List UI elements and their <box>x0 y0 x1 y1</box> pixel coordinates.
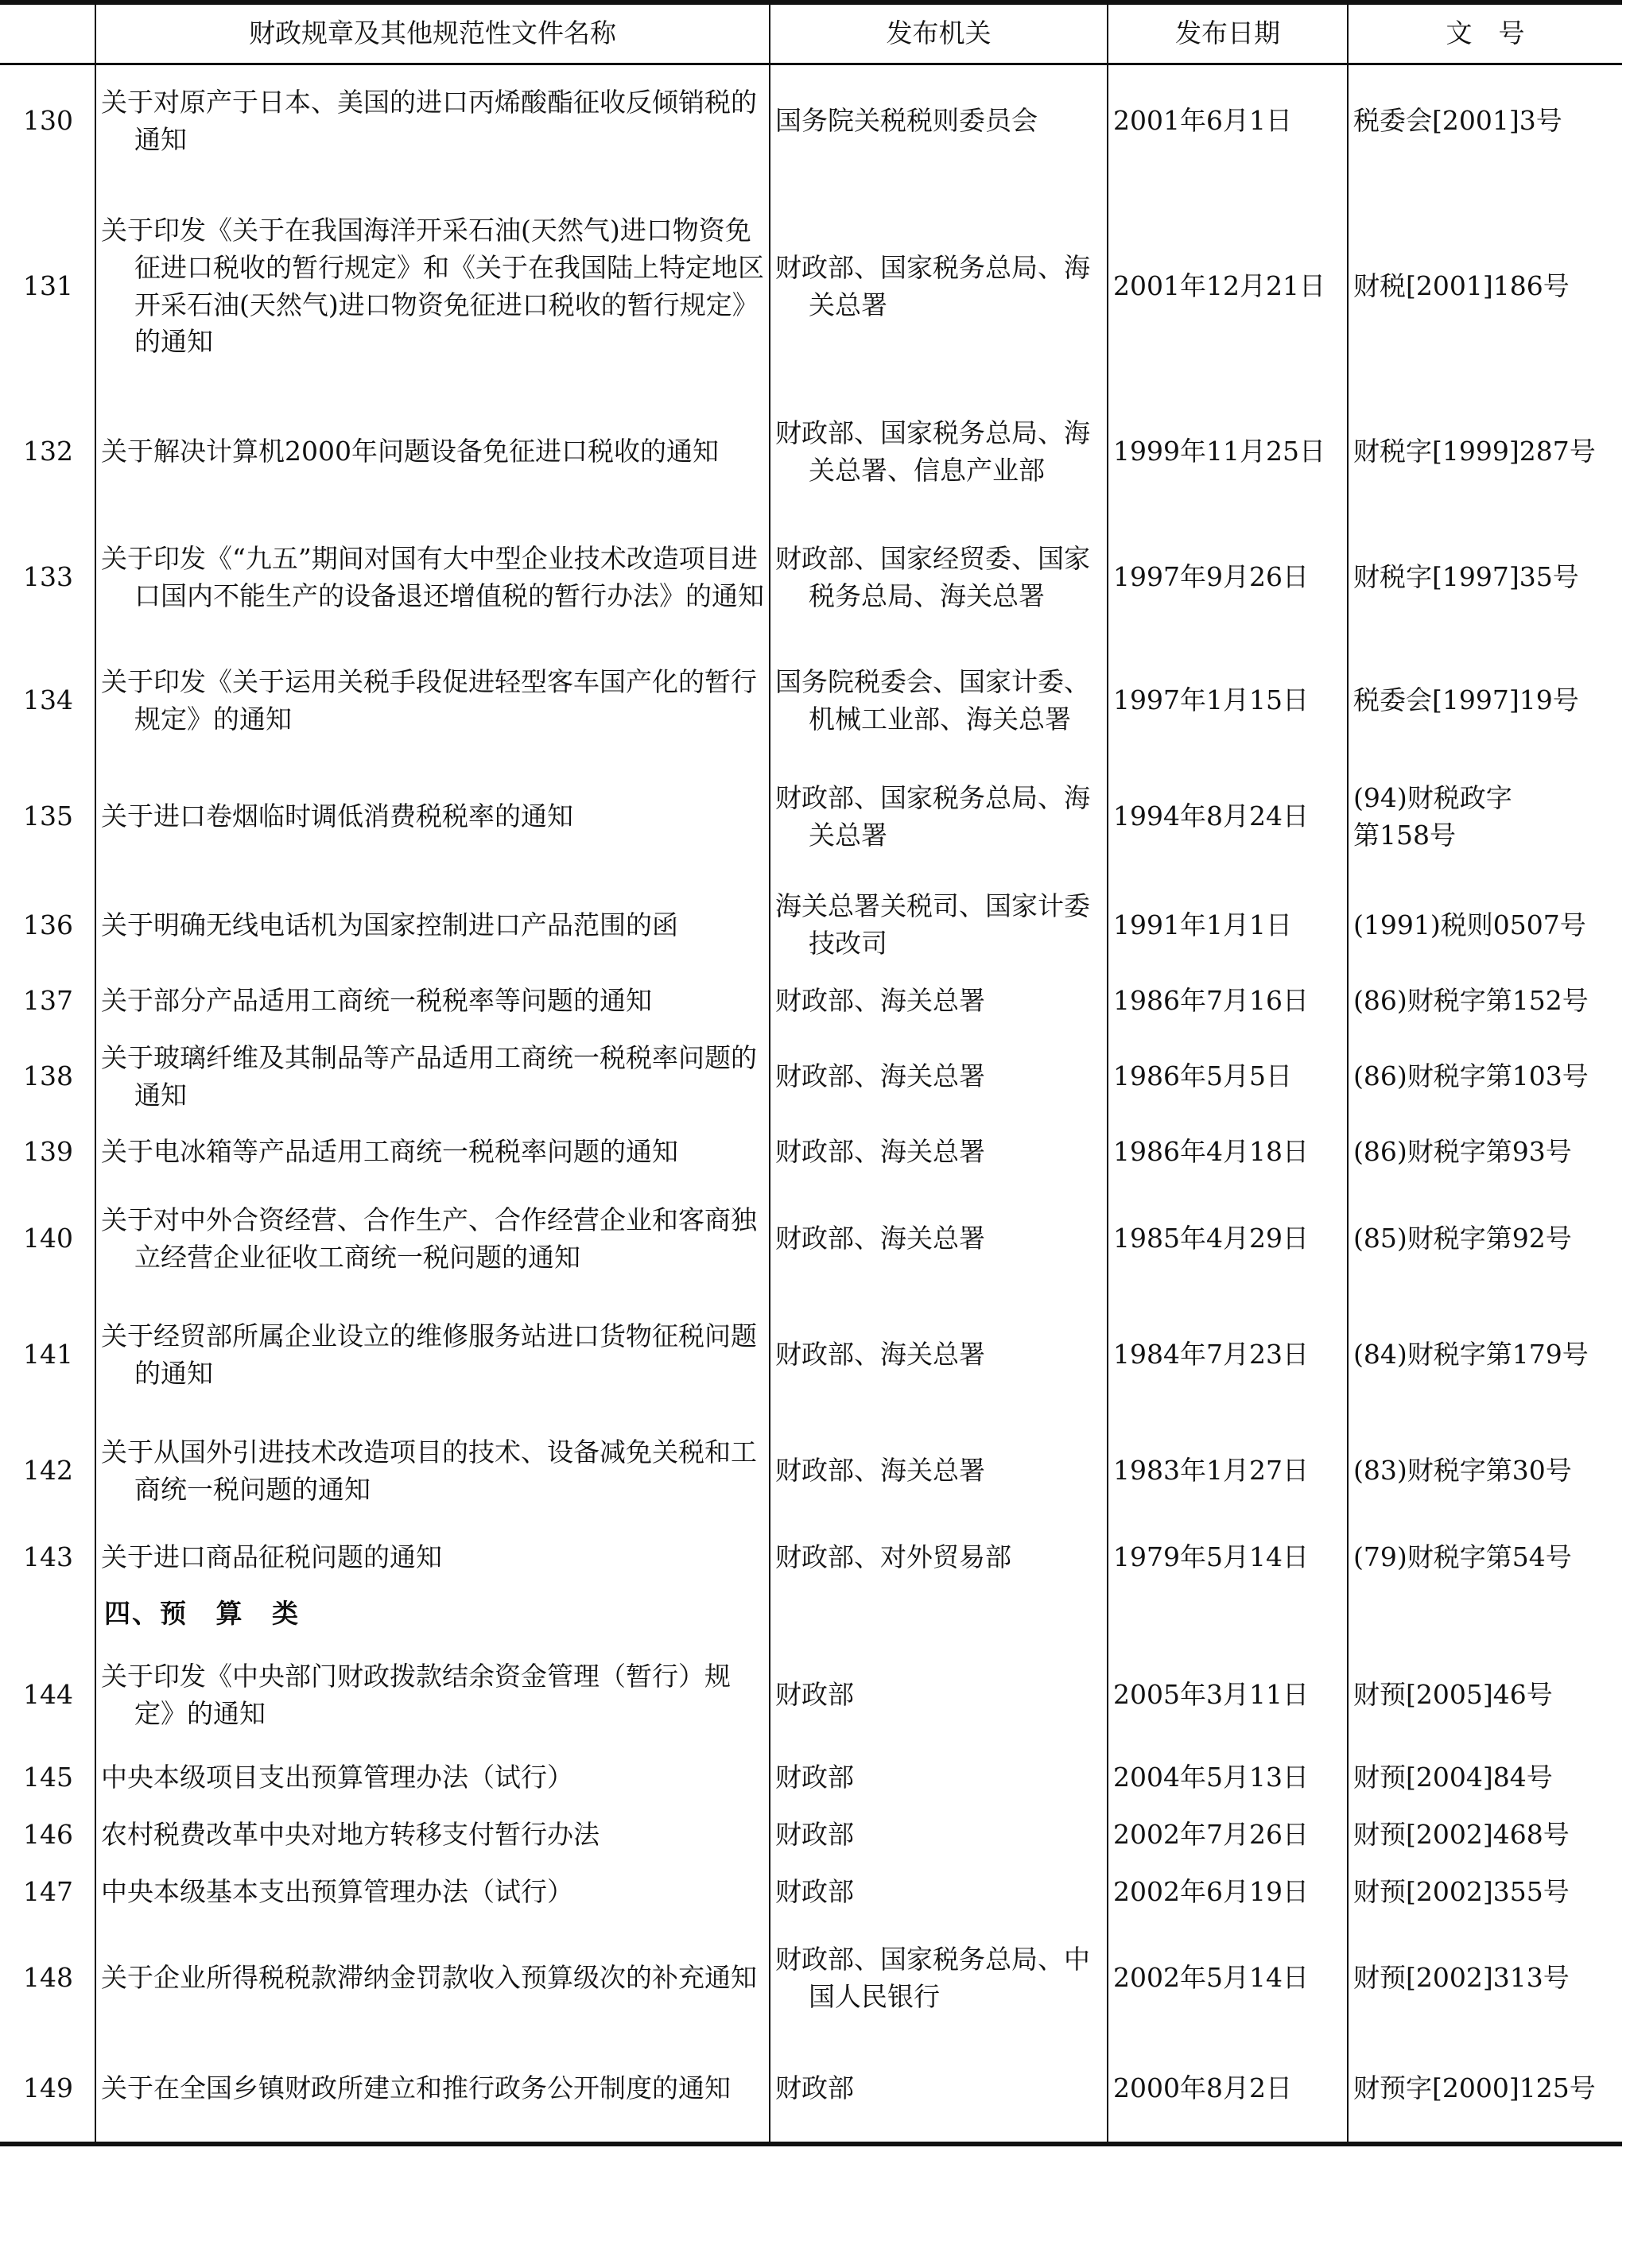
document-title-text: 关于印发《中央部门财政拨款结余资金管理（暂行）规定》的通知 <box>101 1660 731 1729</box>
document-number: (83)财税字第30号 <box>1348 1413 1622 1529</box>
document-title <box>95 1806 770 1863</box>
table-row <box>0 1030 1622 1123</box>
issuing-authority <box>770 1921 1108 2036</box>
document-number-text: (94)财税政字第158号 <box>1353 781 1512 851</box>
row-number: 145 <box>23 1761 73 1793</box>
header-title: 财政规章及其他规范性文件名称 <box>95 2 770 64</box>
row-number: 137 <box>23 985 73 1017</box>
document-title <box>95 1863 770 1921</box>
issuing-authority-text: 财政部、海关总署 <box>775 1455 985 1487</box>
issue-date: 2001年12月21日 <box>1108 178 1348 395</box>
document-title-text: 关于电冰箱等产品适用工商统一税税率问题的通知 <box>101 1136 678 1168</box>
issuing-authority <box>770 755 1108 878</box>
issuing-authority-text: 海关总署关税司、国家计委技改司 <box>775 890 1090 959</box>
document-number: 税委会[2001]3号 <box>1348 64 1622 178</box>
row-number: 139 <box>23 1136 73 1168</box>
issuing-authority-text: 国务院关税税则委员会 <box>775 105 1038 137</box>
table-row <box>0 1181 1622 1297</box>
document-number: (86)财税字第103号 <box>1348 1030 1622 1123</box>
document-number: 财税字[1999]287号 <box>1348 395 1622 509</box>
document-number: 财预[2002]355号 <box>1348 1863 1622 1921</box>
document-title <box>95 646 770 755</box>
document-title <box>95 972 770 1030</box>
table-row <box>0 1806 1622 1863</box>
document-title-text: 关于解决计算机2000年问题设备免征进口税收的通知 <box>101 436 719 467</box>
table-row <box>0 1921 1622 2036</box>
issuing-authority <box>770 1642 1108 1749</box>
document-title <box>95 1297 770 1413</box>
section-empty-code <box>1348 1586 1622 1642</box>
document-number: 税委会[1997]19号 <box>1348 646 1622 755</box>
row-number: 142 <box>23 1455 73 1487</box>
table-row <box>0 1413 1622 1529</box>
issuing-authority-text: 财政部 <box>775 1761 854 1793</box>
header-issuer: 发布机关 <box>770 2 1108 64</box>
row-number: 140 <box>23 1223 73 1254</box>
document-title <box>95 1642 770 1749</box>
issuing-authority <box>770 1806 1108 1863</box>
document-title-text: 关于进口卷烟临时调低消费税税率的通知 <box>101 801 573 832</box>
document-title-text: 关于对中外合资经营、合作生产、合作经营企业和客商独立经营企业征收工商统一税问题的通知 <box>101 1204 757 1273</box>
issuing-authority <box>770 646 1108 755</box>
issue-date: 2004年5月13日 <box>1108 1749 1348 1806</box>
document-title-text: 中央本级基本支出预算管理办法（试行） <box>101 1875 573 1907</box>
document-title-text: 关于印发《关于运用关税手段促进轻型客车国产化的暂行规定》的通知 <box>101 665 757 735</box>
issuing-authority-text: 财政部、国家税务总局、海关总署 <box>775 781 1090 851</box>
row-number: 135 <box>23 801 73 832</box>
issue-date: 1997年1月15日 <box>1108 646 1348 755</box>
document-title-text: 关于在全国乡镇财政所建立和推行政务公开制度的通知 <box>101 2072 731 2104</box>
issuing-authority-text: 财政部、海关总署 <box>775 985 985 1017</box>
document-title-text: 中央本级项目支出预算管理办法（试行） <box>101 1761 573 1793</box>
table-row <box>0 1297 1622 1413</box>
document-title-text: 关于对原产于日本、美国的进口丙烯酸酯征收反倾销税的通知 <box>101 86 757 155</box>
table-row <box>0 178 1622 395</box>
row-number: 132 <box>23 436 73 467</box>
issuing-authority <box>770 178 1108 395</box>
section-heading <box>95 1586 770 1642</box>
issuing-authority <box>770 972 1108 1030</box>
document-number: (86)财税字第93号 <box>1348 1123 1622 1181</box>
issuing-authority <box>770 64 1108 178</box>
issuing-authority-text: 财政部、海关总署 <box>775 1339 985 1370</box>
issue-date: 1986年4月18日 <box>1108 1123 1348 1181</box>
issue-date: 1984年7月23日 <box>1108 1297 1348 1413</box>
document-title <box>95 509 770 646</box>
section-empty-issuer <box>770 1586 1108 1642</box>
document-title <box>95 1529 770 1586</box>
issue-date: 1997年9月26日 <box>1108 509 1348 646</box>
issuing-authority-text: 财政部、海关总署 <box>775 1223 985 1254</box>
table-row <box>0 2036 1622 2144</box>
document-title <box>95 755 770 878</box>
issue-date: 1986年7月16日 <box>1108 972 1348 1030</box>
issuing-authority <box>770 1413 1108 1529</box>
table-row <box>0 1642 1622 1749</box>
table-row <box>0 1123 1622 1181</box>
issuing-authority-text: 财政部、海关总署 <box>775 1136 985 1168</box>
issuing-authority-text: 财政部 <box>775 1679 854 1711</box>
issuing-authority <box>770 1863 1108 1921</box>
issue-date: 1979年5月14日 <box>1108 1529 1348 1586</box>
table-row <box>0 64 1622 178</box>
issuing-authority-text: 财政部、国家税务总局、海关总署 <box>775 251 1090 320</box>
row-number: 149 <box>23 2072 73 2104</box>
issuing-authority-text: 财政部、海关总署 <box>775 1060 985 1092</box>
issue-date: 1983年1月27日 <box>1108 1413 1348 1529</box>
header-code: 文 号 <box>1348 2 1622 64</box>
document-title-text: 关于印发《“九五”期间对国有大中型企业技术改造项目进口国内不能生产的设备退还增值税的暂行办法》的通知 <box>101 542 764 611</box>
issue-date: 2000年8月2日 <box>1108 2036 1348 2144</box>
document-title <box>95 1921 770 2036</box>
document-number: (1991)税则0507号 <box>1348 878 1622 972</box>
issuing-authority-text: 财政部 <box>775 2072 854 2104</box>
table-header <box>0 2 1622 64</box>
table-row <box>0 395 1622 509</box>
document-number: (79)财税字第54号 <box>1348 1529 1622 1586</box>
issue-date: 2002年6月19日 <box>1108 1863 1348 1921</box>
issuing-authority <box>770 1030 1108 1123</box>
issuing-authority <box>770 2036 1108 2144</box>
document-title <box>95 178 770 395</box>
issuing-authority <box>770 878 1108 972</box>
document-title-text: 关于玻璃纤维及其制品等产品适用工商统一税税率问题的通知 <box>101 1041 757 1111</box>
row-number: 134 <box>23 684 73 716</box>
document-title <box>95 1749 770 1806</box>
issuing-authority-text: 财政部、国家税务总局、中国人民银行 <box>775 1943 1090 2012</box>
document-title <box>95 64 770 178</box>
table-row <box>0 1749 1622 1806</box>
document-title <box>95 1030 770 1123</box>
document-number <box>1348 755 1622 878</box>
document-number: 财税字[1997]35号 <box>1348 509 1622 646</box>
row-number: 138 <box>23 1060 73 1092</box>
row-number: 144 <box>23 1679 73 1711</box>
issue-date: 1994年8月24日 <box>1108 755 1348 878</box>
issue-date: 2002年7月26日 <box>1108 1806 1348 1863</box>
issuing-authority <box>770 1123 1108 1181</box>
issue-date: 2001年6月1日 <box>1108 64 1348 178</box>
issuing-authority <box>770 1749 1108 1806</box>
row-number: 146 <box>23 1818 73 1850</box>
issuing-authority-text: 财政部 <box>775 1875 854 1907</box>
issuing-authority-text: 财政部、国家经贸委、国家税务总局、海关总署 <box>775 542 1090 611</box>
document-title-text: 关于经贸部所属企业设立的维修服务站进口货物征税问题的通知 <box>101 1320 757 1389</box>
issue-date: 2002年5月14日 <box>1108 1921 1348 2036</box>
issuing-authority <box>770 1297 1108 1413</box>
row-number: 136 <box>23 909 73 940</box>
issuing-authority-text: 财政部、对外贸易部 <box>775 1541 1011 1572</box>
section-empty-date <box>1108 1586 1348 1642</box>
document-title-text: 关于从国外引进技术改造项目的技术、设备减免关税和工商统一税问题的通知 <box>101 1436 757 1505</box>
header-no <box>0 2 95 64</box>
section-row <box>0 1586 1622 1642</box>
document-number: 财预[2004]84号 <box>1348 1749 1622 1806</box>
issuing-authority <box>770 1181 1108 1297</box>
issue-date: 1991年1月1日 <box>1108 878 1348 972</box>
header-row <box>0 2 1622 64</box>
table-row <box>0 878 1622 972</box>
row-number: 131 <box>23 270 73 302</box>
document-title-text: 关于企业所得税税款滞纳金罚款收入预算级次的补充通知 <box>101 1962 757 1994</box>
document-title-text: 关于印发《关于在我国海洋开采石油(天然气)进口物资免征进口税收的暂行规定》和《关于在我国陆上特定地区开采石油(天然气)进口物资免征进口税收的暂行规定》的通知 <box>101 214 764 358</box>
issuing-authority <box>770 509 1108 646</box>
row-number: 130 <box>23 105 73 137</box>
row-number: 143 <box>23 1541 73 1572</box>
document-number: (84)财税字第179号 <box>1348 1297 1622 1413</box>
section-number-cell <box>0 1586 95 1642</box>
table-row <box>0 1863 1622 1921</box>
document-number: 财预[2002]468号 <box>1348 1806 1622 1863</box>
table-row <box>0 509 1622 646</box>
issuing-authority-text: 财政部、国家税务总局、海关总署、信息产业部 <box>775 417 1090 486</box>
document-title-text: 关于部分产品适用工商统一税税率等问题的通知 <box>101 985 652 1017</box>
document-number: (86)财税字第152号 <box>1348 972 1622 1030</box>
document-title-text: 关于明确无线电话机为国家控制进口产品范围的函 <box>101 909 678 940</box>
issue-date: 2005年3月11日 <box>1108 1642 1348 1749</box>
document-title <box>95 1181 770 1297</box>
table-body <box>0 64 1622 2144</box>
issuing-authority <box>770 1529 1108 1586</box>
document-title <box>95 395 770 509</box>
document-title <box>95 2036 770 2144</box>
section-heading-text: 四、预 算 类 <box>104 1597 300 1629</box>
document-number: 财税[2001]186号 <box>1348 178 1622 395</box>
table-row <box>0 972 1622 1030</box>
issue-date: 1986年5月5日 <box>1108 1030 1348 1123</box>
header-date: 发布日期 <box>1108 2 1348 64</box>
issuing-authority-text: 国务院税委会、国家计委、机械工业部、海关总署 <box>775 665 1090 735</box>
row-number: 141 <box>23 1339 73 1370</box>
issue-date: 1985年4月29日 <box>1108 1181 1348 1297</box>
row-number: 133 <box>23 561 73 593</box>
issue-date: 1999年11月25日 <box>1108 395 1348 509</box>
table-row <box>0 646 1622 755</box>
issuing-authority-text: 财政部 <box>775 1818 854 1850</box>
document-title <box>95 878 770 972</box>
row-number: 147 <box>23 1875 73 1907</box>
issuing-authority <box>770 395 1108 509</box>
document-number: (85)财税字第92号 <box>1348 1181 1622 1297</box>
document-number: 财预字[2000]125号 <box>1348 2036 1622 2144</box>
document-number: 财预[2002]313号 <box>1348 1921 1622 2036</box>
document-title-text: 关于进口商品征税问题的通知 <box>101 1541 442 1572</box>
table-row <box>0 755 1622 878</box>
row-number: 148 <box>23 1962 73 1994</box>
document-title-text: 农村税费改革中央对地方转移支付暂行办法 <box>101 1818 600 1850</box>
document-number: 财预[2005]46号 <box>1348 1642 1622 1749</box>
document-title <box>95 1413 770 1529</box>
table-row <box>0 1529 1622 1586</box>
document-title <box>95 1123 770 1181</box>
